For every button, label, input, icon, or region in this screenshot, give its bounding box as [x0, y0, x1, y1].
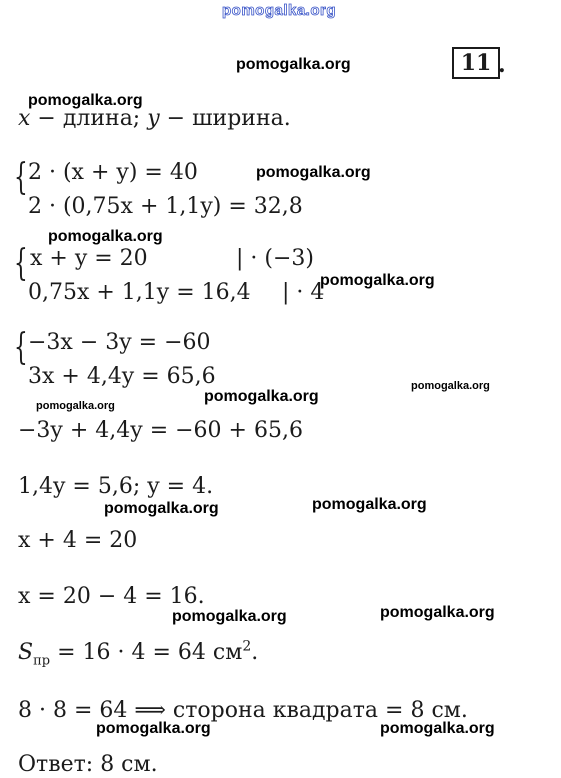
- watermark: pomogalka.org: [96, 720, 211, 737]
- area-subscript: пр: [33, 653, 51, 669]
- problem-number-dot: .: [498, 52, 506, 78]
- system1-row1: 2 · (x + y) = 40: [28, 160, 198, 185]
- var-y-desc: − ширина.: [159, 106, 291, 131]
- watermark: pomogalka.org: [411, 380, 490, 392]
- system-brace: {: [14, 157, 28, 198]
- area-equation: [18, 638, 259, 669]
- watermark: pomogalka.org: [104, 500, 219, 517]
- watermark: pomogalka.org: [36, 400, 115, 412]
- watermark: pomogalka.org: [172, 608, 287, 625]
- system2-row2: 0,75x + 1,1y = 16,4: [28, 280, 251, 305]
- area-rest: = 16 · 4 = 64 см: [50, 640, 243, 665]
- watermark: pomogalka.org: [204, 388, 319, 405]
- system2-row1-multiplier: | · (−3): [236, 246, 314, 271]
- equation-4: x = 20 − 4 = 16.: [18, 584, 205, 609]
- problem-number-box: [452, 47, 500, 79]
- equation-2: 1,4y = 5,6; y = 4.: [18, 474, 214, 499]
- equation-1: −3y + 4,4y = −60 + 65,6: [18, 418, 303, 443]
- equation-3: x + 4 = 20: [18, 528, 138, 553]
- watermark: pomogalka.org: [312, 496, 427, 513]
- answer-line: Ответ: 8 см.: [18, 752, 158, 777]
- system2-row2-multiplier: | · 4: [282, 280, 325, 305]
- area-symbol: S: [18, 640, 34, 665]
- watermark-top: pomogalka.org: [222, 2, 337, 19]
- system3-row1: −3x − 3y = −60: [28, 330, 211, 355]
- problem-number: 11: [460, 50, 492, 76]
- watermark: pomogalka.org: [380, 604, 495, 621]
- variables-line: [18, 106, 291, 132]
- var-x: x: [18, 106, 31, 131]
- watermark: pomogalka.org: [236, 56, 351, 73]
- watermark: pomogalka.org: [28, 92, 143, 109]
- watermark: pomogalka.org: [320, 272, 435, 289]
- system3-row2: 3x + 4,4y = 65,6: [28, 364, 216, 389]
- system2-row1: x + y = 20: [30, 246, 148, 271]
- area-end: .: [251, 640, 259, 665]
- watermark: pomogalka.org: [380, 720, 495, 737]
- system1-row2: 2 · (0,75x + 1,1y) = 32,8: [28, 194, 303, 219]
- var-x-desc: − длина;: [30, 106, 148, 131]
- system-brace: {: [14, 327, 28, 368]
- square-side-line: 8 · 8 = 64 ⟹ сторона квадрата = 8 см.: [18, 698, 468, 723]
- var-y: y: [147, 106, 160, 131]
- watermark: pomogalka.org: [48, 228, 163, 245]
- area-superscript: 2: [242, 638, 252, 655]
- system-brace: {: [14, 243, 28, 284]
- watermark: pomogalka.org: [256, 164, 371, 181]
